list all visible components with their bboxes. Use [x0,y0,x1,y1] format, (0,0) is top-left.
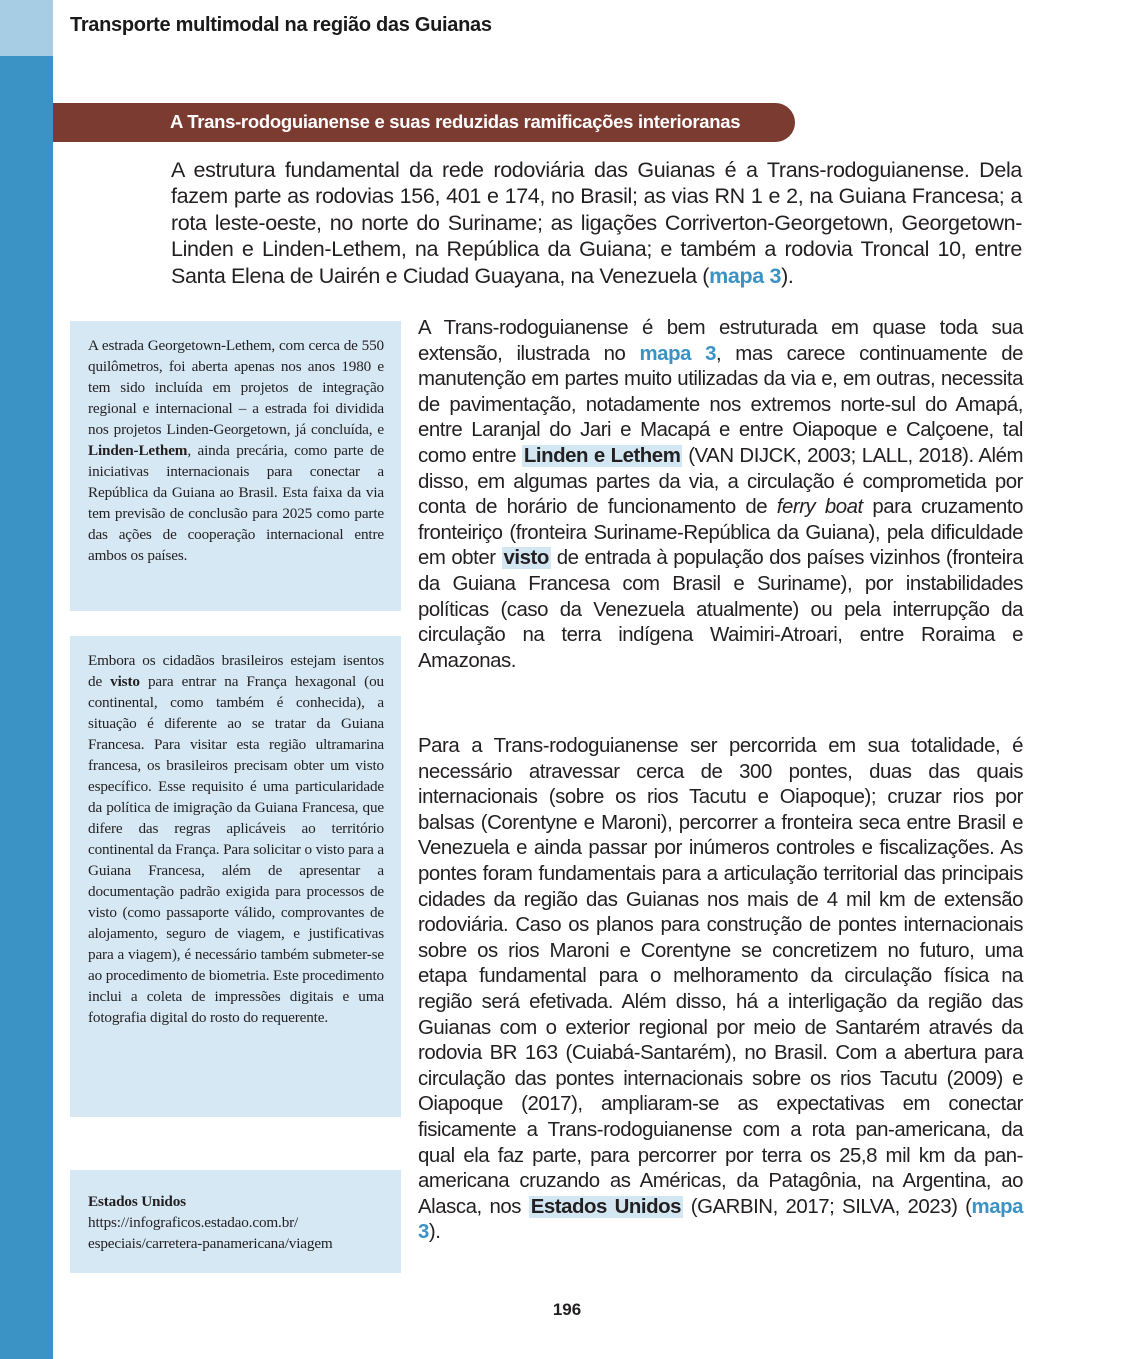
body-paragraph-1: A Trans-rodoguianense é bem estruturada em quase toda sua extensão, ilustrada no mapa 3, mas carece continuamente de manutenção em partes muito utilizadas da via e, em outras, necessita de pavimentação, notadamente nos extremos norte-sul do Amapá, entre Laranjal do Jari e Macapá e entre Oiapoque e Calçoene, tal como entre Linden e Lethem (VAN DIJCK, 2003; LALL, 2018). Além disso, em algumas partes da via, a circulação é comprometida por conta de horário de funcionamento de ferry boat para cruzamento fronteiriço (fronteira Suriname-República da Guiana), pela dificuldade em obter visto de entrada à população dos países vizinhos (fronteira da Guiana Francesa com Brasil e Suriname), por instabilidades políticas (caso da Venezuela atualmente) ou pela interrupção da circulação na terra indígena Waimiri-Atroari, entre Roraima e Amazonas. [418,317,1024,672]
left-margin-bar [0,0,53,1359]
glossary-term-linden-lethem[interactable]: Linden e Lethem [523,444,681,467]
body-paragraph-2: Para a Trans-rodoguianense ser percorrida em sua totalidade, é necessário atravessar cerca de 300 pontes, duas das quais internacionais (sobre os rios Tacutu e Oiapoque); cruzar rios por balsas (Corentyne e Maroni), percorrer a fronteira seca entre Brasil e Venezuela e ainda passar por inúmeros controles e fiscalizações. As pontes foram fundamentais para a articulação territorial das principais cidades da região das Guianas nos mais de 4 mil km de extensão rodoviária. Caso os planos para construção de pontes internacionais sobre os rios Maroni e Corentyne se concretizem no futuro, uma etapa fundamental para o melhoramento da circulação física na região será efetivada. Além disso, há a interligação da região das Guianas com o exterior regional por meio de Santarém através da rodovia BR 163 (Cuiabá-Santarém), no Brasil. Com a abertura para circulação das pontes internacionais sobre os rios Tacutu (2009) e Oiapoque (2017), ampliaram-se as expectativas em conectar fisicamente a Trans-rodoguianense com a rota pan-americana, da qual ela faz parte, para percorrer por terra os 25,8 mil km da pan-americana cruzando as Américas, da Patagônia, na Argentina, ao Alasca, nos Estados Unidos (GARBIN, 2017; SILVA, 2023) (mapa 3). [418,735,1023,1244]
section-banner [53,103,795,142]
map-reference-link[interactable]: mapa 3 [639,342,716,365]
sidebar-note-linden-lethem: A estrada Georgetown-Lethem, com cerca de 550 quilômetros, foi aberta apenas nos anos 1980 e tem sido incluída em projetos de integração regional e internacional – a estrada foi dividida nos projetos Linden-Georgetown, já concluída, e Linden-Lethem, ainda precária, como parte de iniciativas internacionais para conectar a República da Guiana ao Brasil. Esta faixa da via tem previsão de conclusão para 2025 como parte das ações de cooperação internacional entre ambos os países. [70,321,401,611]
glossary-term-estados-unidos[interactable]: Estados Unidos [530,1195,682,1218]
glossary-term-visto[interactable]: visto [503,547,549,570]
sidebar-note-estados-unidos [70,1170,401,1273]
sidebar-note-visto: Embora os cidadãos brasileiros estejam isentos de visto para entrar na França hexagonal (ou continental, como também é conhecida), a situação é diferente ao se tratar da Guiana Francesa. Para visitar esta região ultramarina francesa, os brasileiros precisam obter um visto específico. Esse requisito é uma particularidade da política de imigração da Guiana Francesa, que difere das regras aplicáveis ao território continental da França. Para solicitar o visto para a Guiana Francesa, além de apresentar a documentação padrão exigida para processos de visto (como passaporte válido, comprovantes de alojamento, seguro de viagem, e justificativas para a viagem), é necessário também submeter-se ao procedimento de biometria. Este procedimento inclui a coleta de impressões digitais e uma fotografia digital do rosto do requerente. [70,636,401,1117]
map-reference-link[interactable]: mapa 3 [418,1195,1023,1244]
map-reference-link[interactable]: mapa 3 [709,263,782,288]
section-title: A Trans-rodoguianense e suas reduzidas ramificações interioranas [170,111,741,132]
left-margin-bar-top [0,0,53,56]
sidebar-note-url[interactable]: https://infograficos.estadao.com.br/ especiais/carretera-panamericana/viagem [88,1214,333,1252]
intro-paragraph: A estrutura fundamental da rede rodoviária das Guianas é a Trans-rodoguianense. Dela fazem parte as rodovias 156, 401 e 174, no Brasil; as vias RN 1 e 2, na Guiana Francesa; a rota leste-oeste, no norte do Suriname; as ligações Corriverton-Georgetown, Georgetown-Linden e Linden-Lethem, na República da Guiana; e também a rodovia Troncal 10, entre Santa Elena de Uairén e Ciudad Guayana, na Venezuela (mapa 3). [171,158,1022,288]
page-number: 196 [552,1300,582,1319]
sidebar-note-title: Estados Unidos [88,1193,186,1210]
running-header: Transporte multimodal na região das Guianas [70,14,492,36]
